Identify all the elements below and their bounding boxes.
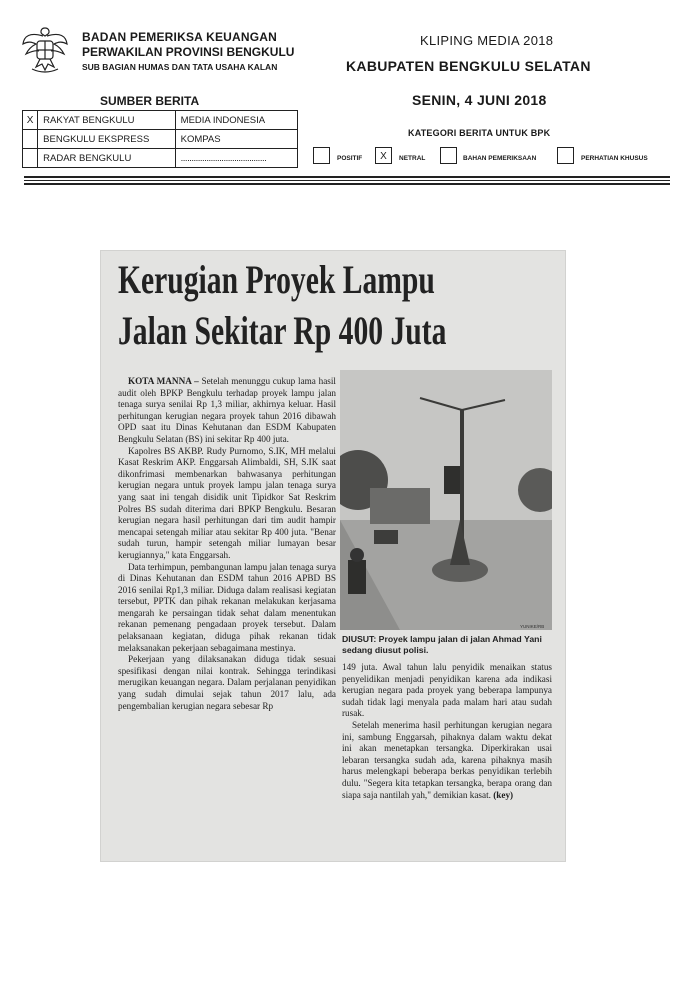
category-checkbox-netral[interactable]: X [375, 147, 392, 164]
article-paragraph: Pekerjaan yang dilaksanakan diduga tidak sesuai spesifikasi dengan nilai kontrak. Sehingga terindikasi merugikan keuangan negara. Dalam perjalanan penyidikan yang sudah dimulai sejak tahun 2017 lalu, ada pengembalian kerugian negara sebesar Rp [118, 654, 336, 711]
category-label-positif: POSITIF [337, 155, 363, 162]
org-branch: PERWAKILAN PROVINSI BENGKULU [82, 45, 295, 59]
article-headline: Kerugian Proyek Lampu [118, 257, 435, 302]
category-checkbox-positif[interactable] [313, 147, 330, 164]
source-row [23, 130, 298, 149]
source-name: KOMPAS [175, 130, 297, 149]
garuda-emblem-icon [20, 22, 70, 76]
article-paragraph: Setelah menerima hasil perhitungan kerugian negara ini, sambung Enggarsah, pihaknya dalam waktu dekat ini akan menetapkan tersangka. Diperkirakan usai lebaran tersangka sudah ada, karena pihaknya masih harus melengkapi beberapa berkas penyidikan terlebih dulu. "Segera kita tetapkan tersangka, berapa orang dan siapa saja nantilah yah," demikian kasat. (key) [342, 719, 552, 800]
article-headline: Jalan Sekitar Rp 400 Juta [118, 308, 447, 353]
category-label-perhatian-khusus: PERHATIAN KHUSUS [581, 155, 648, 162]
source-mark [23, 130, 38, 149]
source-mark: X [23, 111, 38, 130]
source-section-title: SUMBER BERITA [100, 94, 200, 108]
region-title: KABUPATEN BENGKULU SELATAN [346, 58, 591, 74]
source-table [22, 110, 298, 168]
source-name: RAKYAT BENGKULU [38, 111, 176, 130]
article-paragraph: Data terhimpun, pembangunan lampu jalan tenaga surya di Dinas Kehutanan dan ESDM tahun 2016 APBD BS 2016 senilai Rp1,3 miliar. Diduga dalam realisasi kegiatan tersebut, PPTK dan pihak rekanan melakukan kerjasama mengarah ke persaingan tidak sehat dalam menentukan rekanan pemenang pengadaan proyek tersebut. Dalam pelaksanaan kegiatan, diduga pihak rekanan tidak melaksanakan pekerjaan sebagaimana mestinya. [118, 561, 336, 653]
article-column-right [342, 662, 552, 801]
source-mark [23, 149, 38, 168]
org-name: BADAN PEMERIKSA KEUANGAN [82, 30, 278, 44]
photo-credit: YUNIKE/RB [520, 624, 545, 629]
photo-caption: DIUSUT: Proyek lampu jalan di jalan Ahmad Yani sedang diusut polisi. [342, 634, 542, 655]
category-label-bahan-pemeriksaan: BAHAN PEMERIKSAAN [463, 155, 537, 162]
clipping-date: SENIN, 4 JUNI 2018 [412, 92, 547, 108]
article-dateline: KOTA MANNA – [128, 376, 199, 386]
category-section-title: KATEGORI BERITA UNTUK BPK [408, 128, 551, 138]
article-paragraph: 149 juta. Awal tahun lalu penyidik menaikan status penyelidikan menjadi penyidikan karena ada indikasi kerugian negara pada proyek yang beberapa lampunya sudah tidak lagi menyala pada malam hari atau sudah rusak. [342, 662, 552, 719]
category-checkbox-perhatian-khusus[interactable] [557, 147, 574, 164]
category-checkbox-bahan-pemeriksaan[interactable] [440, 147, 457, 164]
source-name: BENGKULU EKSPRESS [38, 130, 176, 149]
article-paragraph: KOTA MANNA – Setelah menunggu cukup lama hasil audit oleh BPKP Bengkulu terhadap proyek lampu jalan tenaga surya senilai Rp 1,3 miliar, akhirnya keluar. Hasil perhitungan kerugian negara proyek tahun 2016 dibawah OPD saat itu Dinas Kehutanan dan ESDM Kabupaten Bengkulu Selatan (BS) ini sekitar Rp 400 juta. [118, 376, 336, 444]
kliping-title: KLIPING MEDIA 2018 [420, 33, 554, 48]
category-label-netral: NETRAL [399, 155, 426, 162]
source-name: MEDIA INDONESIA [175, 111, 297, 130]
article-photo [340, 370, 552, 630]
article-paragraph: Kapolres BS AKBP. Rudy Purnomo, S.IK, MH melalui Kasat Reskrim AKP. Enggarsah Alimbaldi, SH, S.IK saat dikonfrimasi membenarkan bahwasanya perhitungan kerugian negara untuk proyek lampu jalan tenaga surya yang saat ini tengah disidik unit Tipidkor Sat Reskrim Polres BS sudah diterima dari BPKP Bengkulu. Besaran kerugian negara hasil perhitungan dari tim audit hampir mencapai setengah miliar atau sekitar Rp 400 juta. "Benar sudah turun, hampir setengah miliar lumayan besar kerugiannya," kata Enggarsah. [118, 445, 336, 560]
newspaper-clipping [100, 250, 566, 862]
source-row [23, 149, 298, 168]
article-column-left [118, 376, 336, 712]
header-divider [24, 183, 670, 185]
org-subdivision: SUB BAGIAN HUMAS DAN TATA USAHA KALAN [82, 62, 278, 72]
header-divider [24, 180, 670, 181]
source-name: ........................................ [175, 149, 297, 168]
article-signoff: (key) [493, 789, 514, 800]
source-name: RADAR BENGKULU [38, 149, 176, 168]
header-divider [24, 176, 670, 178]
source-row [23, 111, 298, 130]
